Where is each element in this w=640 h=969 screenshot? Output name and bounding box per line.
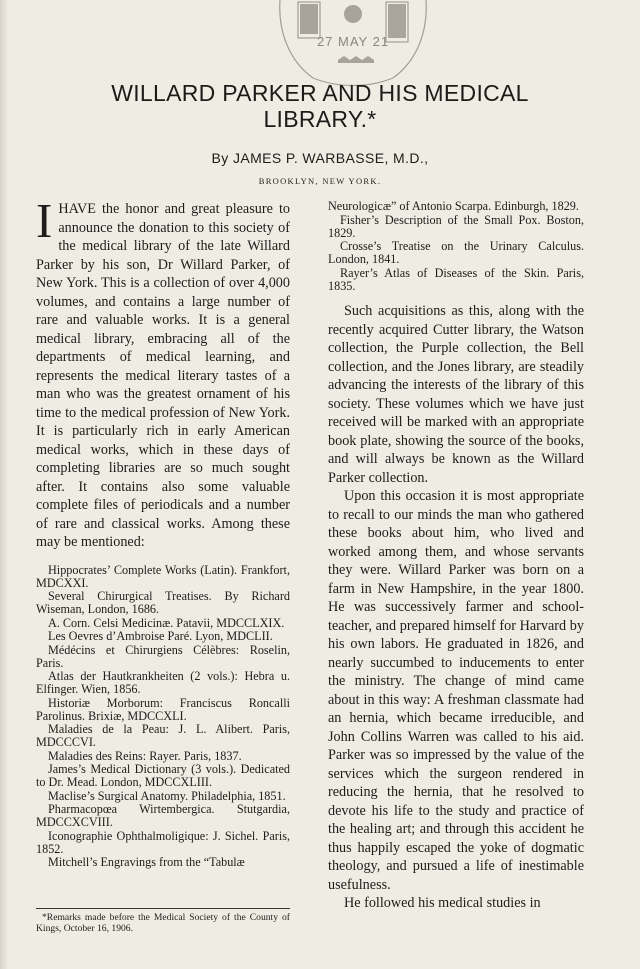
- body-paragraph: He followed his medical studies in: [344, 895, 541, 911]
- library-stamp-icon: [268, 0, 438, 90]
- right-column: [328, 200, 584, 913]
- article-title: [0, 80, 640, 132]
- left-column: [36, 193, 290, 870]
- reference-item: Several Chirurgical Treatises. By Richard Wiseman, London, 1686.: [36, 589, 290, 616]
- reference-item: Médécins et Chirurgiens Célèbres: Roselin, Paris.: [36, 642, 290, 670]
- reference-item: James’s Medical Dictionary (3 vols.). Dedicated to Dr. Mead. London, MDCCXLIII.: [36, 762, 290, 789]
- page-edge-shadow: [0, 0, 8, 969]
- reference-list-right: [328, 200, 584, 293]
- title-line-2: LIBRARY.*: [263, 106, 377, 132]
- reference-item: Historiæ Morborum: Franciscus Roncalli Parolinus. Brixiæ, MDCCXLI.: [36, 695, 290, 723]
- author-line: By JAMES P. WARBASSE, M.D.,: [211, 150, 429, 166]
- reference-item: Mitchell’s Engravings from the “Tabulæ: [48, 855, 245, 869]
- reference-item: Atlas der Hautkrankheiten (2 vols.): Hebra u. Elfinger. Wien, 1856.: [36, 669, 290, 696]
- reference-item: Les Oevres d’Ambroise Paré. Lyon, MDCLII.: [48, 629, 273, 643]
- body-paragraph: Upon this occasion it is most appropriate to recall to our minds the man who gathered these books about him, who lived and worked among them, and whose servants they were. Willard Parker was born on a farm in New Hampshire, in the year 1800. He was successively farmer and school-teacher, and prepared himself for Harvard by his own labors. He graduated in 1826, and nearly succumbed to inducements to enter the ministry. The change of mind came about in this way: A freshman classmate had an hernia, which became irreducible, and John Collins Warren was called to his aid. Parker was so impressed by the value of the services which the surgeon rendered in reducing the hernia, that he resolved to devote his life to the study and practice of the healing art; and through this accident he thus happily escaped the yoke of dogmatic theology, and pursued a life of inestimable usefulness.: [328, 488, 584, 893]
- reference-item: Fisher’s Description of the Small Pox. Boston, 1829.: [328, 212, 584, 240]
- author-location: BROOKLYN, NEW YORK.: [258, 176, 382, 186]
- title-line-1: WILLARD PARKER AND HIS MEDICAL: [111, 80, 529, 106]
- reference-item: Maladies de la Peau: J. L. Alibert. Paris, MDCCCVI.: [36, 722, 290, 749]
- reference-item: Rayer’s Atlas of Diseases of the Skin. Paris, 1835.: [328, 265, 584, 293]
- reference-item: Pharmacopœa Wirtembergica. Stutgardia, MDCCXCVIII.: [36, 802, 290, 829]
- reference-item: Neurologicæ” of Antonio Scarpa. Edinburgh, 1829.: [328, 199, 579, 213]
- intro-paragraph: IHAVE the honor and great pleasure to announce the donation to this society of the medical library of the late Willard Parker by his son, Dr Willard Parker, of New York. This is a collection of over 4,000 volumes, and contains a large number of rare and valuable works. It is a general medical library, embracing all of the departments of medical learning, and represents the medical literary tastes of a man who was the greatest ornament of his time to the medical profession of New York. It is particularly rich in early American medical works, which in these days of completing libraries are so much sought after. It contains also some valuable complete files of periodicals and a number of rare and classical works. Among these may be mentioned:: [36, 193, 290, 550]
- reference-item: Maladies des Reins: Rayer. Paris, 1837.: [48, 748, 242, 763]
- reference-item: Iconographie Ophthalmoligique: J. Sichel. Paris, 1852.: [36, 828, 290, 856]
- reference-item: Crosse’s Treatise on the Urinary Calculus. London, 1841.: [328, 239, 584, 266]
- reference-item: Hippocrates’ Complete Works (Latin). Frankfort, MDCXXI.: [36, 562, 290, 590]
- reference-list-left: [36, 564, 290, 870]
- reference-item: Maclise’s Surgical Anatomy. Philadelphia, 1851.: [48, 788, 286, 803]
- footnote: *Remarks made before the Medical Society of the County of Kings, October 16, 1906.: [36, 908, 290, 934]
- body-paragraph: Such acquisitions as this, along with the recently acquired Cutter library, the Watson collection, the Purple collection, the Bell collection, and the Jones library, are steadily advancing the interests of the library of this society. These volumes which we have just received will be marked with an appropriate book plate, showing the source of the books, and will always be known as the Willard Parker collection.: [328, 303, 584, 486]
- reference-item: A. Corn. Celsi Medicinæ. Patavii, MDCCLXIX.: [48, 615, 285, 630]
- stamp-number: 27 MAY 21: [316, 34, 390, 49]
